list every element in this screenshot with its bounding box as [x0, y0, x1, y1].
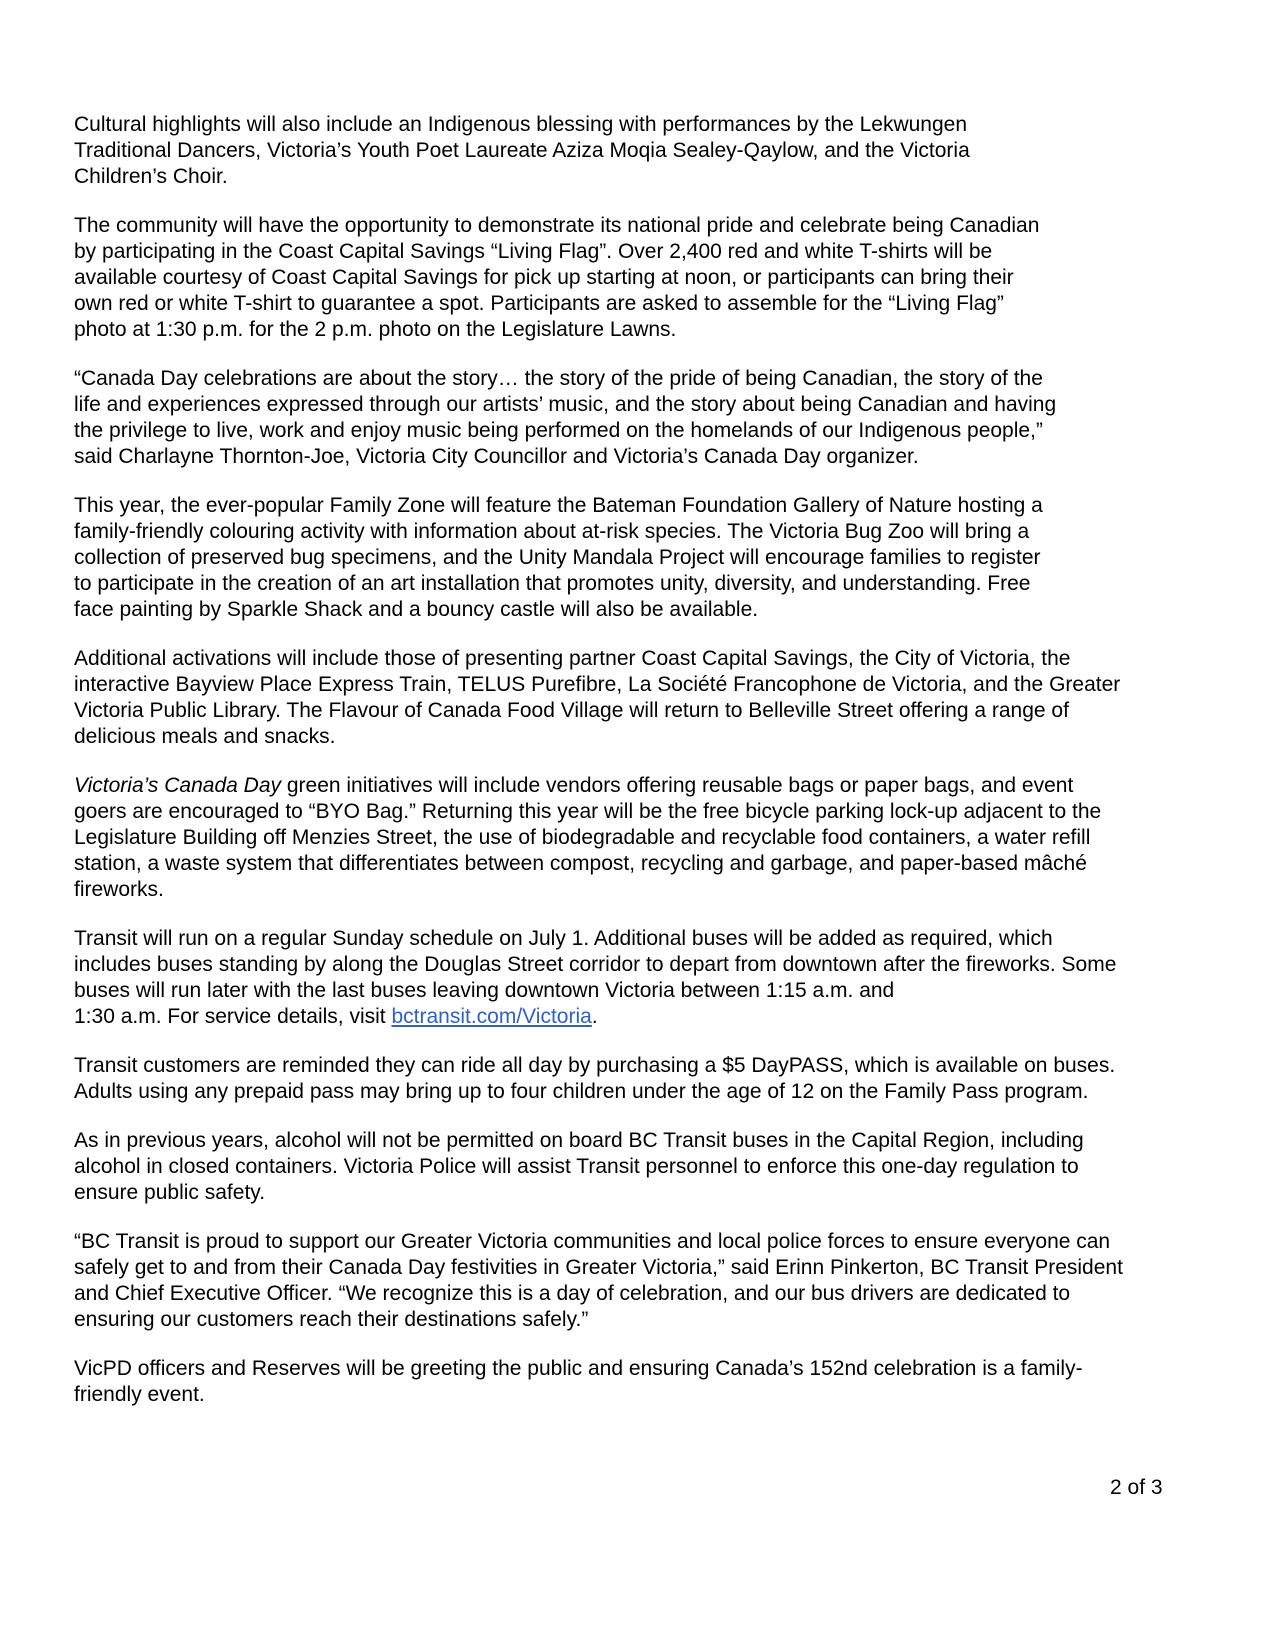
paragraph-alcohol-policy: As in previous years, alcohol will not be permitted on board BC Transit buses in the Capital Region, including alcohol in closed containers. Victoria Police will assist Transit personnel to enforce this one-day regulation to ensure public safety.	[74, 1129, 1084, 1204]
paragraph-family-zone: This year, the ever-popular Family Zone will feature the Bateman Foundation Gallery of Nature hosting a family-friendly colouring activity with information about at-risk species. The Victoria Bug Zoo will bring a collection of preserved bug specimens, and the Unity Mandala Project will encourage families to register to participate in the creation of an art installation that promotes unity, diversity, and understanding. Free face painting by Sparkle Shack and a bouncy castle will also be available.	[74, 494, 1043, 621]
paragraph-bc-transit-quote: “BC Transit is proud to support our Greater Victoria communities and local police forces to ensure everyone can safely get to and from their Canada Day festivities in Greater Victoria,” said Erinn Pinkerton, BC Transit President and Chief Executive Officer. “We recognize this is a day of celebration, and our bus drivers are dedicated to ensuring our customers reach their destinations safely.”	[74, 1230, 1123, 1331]
transit-schedule-period: .	[591, 1005, 598, 1028]
paragraph-green-initiatives	[74, 773, 1224, 903]
document-body	[74, 112, 1224, 1431]
paragraph-cultural-highlights: Cultural highlights will also include an Indigenous blessing with performances by the Lekwungen Traditional Dancers, Victoria’s Youth Poet Laureate Aziza Moqia Sealey-Qaylow, and the Victoria Children’s Choir.	[74, 113, 970, 188]
green-initiatives-text: green initiatives will include vendors offering reusable bags or paper bags, and event goers are encouraged to “BYO Bag.” Returning this year will be the free bicycle parking lock-up adjacent to the Legislature Building off Menzies Street, the use of biodegradable and recyclable food containers, a water refill station, a waste system that differentiates between compost, recycling and garbage, and paper-based mâché fireworks.	[74, 774, 1102, 901]
page-number: 2 of 3	[1110, 1476, 1163, 1499]
paragraph-vicpd: VicPD officers and Reserves will be greeting the public and ensuring Canada’s 152nd celebration is a family- friendly event.	[74, 1357, 1083, 1406]
paragraph-organizer-quote: “Canada Day celebrations are about the story… the story of the pride of being Canadian, the story of the life and experiences expressed through our artists’ music, and the story about being Canadian and having the privilege to live, work and enjoy music being performed on the homelands of our Indigenous people,” said Charlayne Thornton-Joe, Victoria City Councillor and Victoria’s Canada Day organizer.	[74, 367, 1057, 468]
paragraph-transit-schedule	[74, 926, 1224, 1030]
bctransit-link[interactable]: bctransit.com/Victoria	[391, 1005, 592, 1028]
event-name-italic: Victoria’s Canada Day	[74, 774, 282, 797]
paragraph-additional-activations: Additional activations will include those of presenting partner Coast Capital Savings, the City of Victoria, the interactive Bayview Place Express Train, TELUS Purefibre, La Société Francophone de Victoria, and the Greater Victoria Public Library. The Flavour of Canada Food Village will return to Belleville Street offering a range of delicious meals and snacks.	[74, 647, 1121, 748]
paragraph-living-flag: The community will have the opportunity to demonstrate its national pride and celebrate being Canadian by participating in the Coast Capital Savings “Living Flag”. Over 2,400 red and white T-shirts will be available courtesy of Coast Capital Savings for pick up starting at noon, or participants can bring their own red or white T-shirt to guarantee a spot. Participants are asked to assemble for the “Living Flag” photo at 1:30 p.m. for the 2 p.m. photo on the Legislature Lawns.	[74, 214, 1040, 341]
transit-schedule-text: Transit will run on a regular Sunday schedule on July 1. Additional buses will be added as required, which includes buses standing by along the Douglas Street corridor to depart from downtown after the fireworks. Some buses will run later with the last buses leaving downtown Victoria between 1:15 a.m. and 1:30 a.m. For service details, visit	[74, 927, 1117, 1028]
paragraph-daypass: Transit customers are reminded they can ride all day by purchasing a $5 DayPASS, which is available on buses. Adults using any prepaid pass may bring up to four children under the age of 12 on the Family Pass program.	[74, 1054, 1116, 1103]
